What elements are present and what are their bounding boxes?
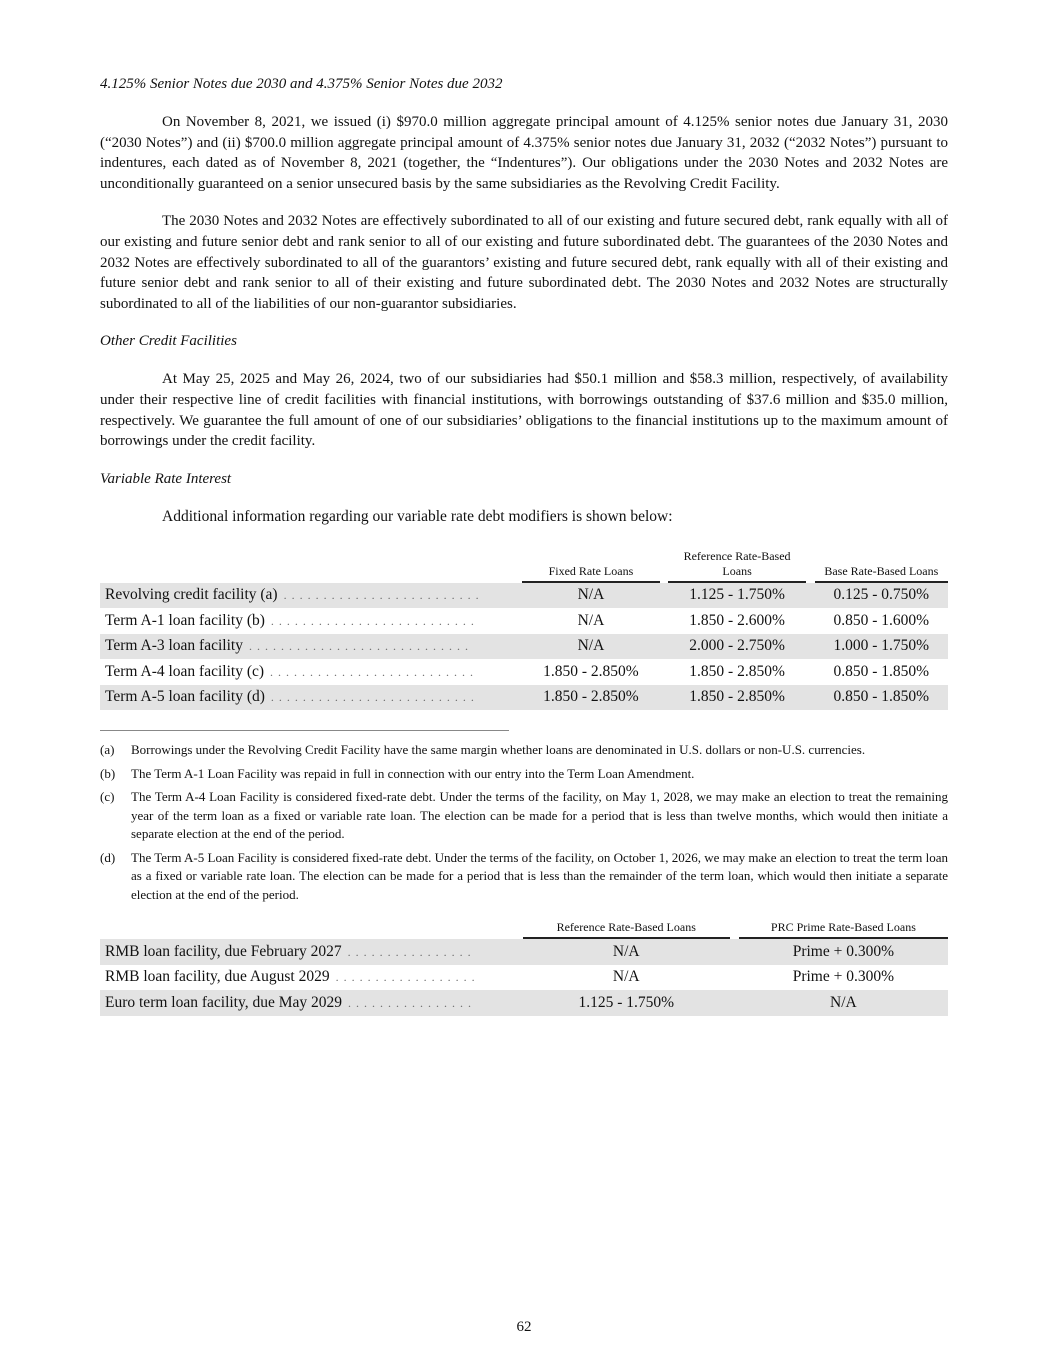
footnote-text: The Term A-4 Loan Facility is considered fixed-rate debt. Under the terms of the facility, on May 1, 2028, we may make an election to treat the remaining year of the term loan as a fixed or variable rate loan. The election can be made for a period that is less than twelve months, which would then initiate a separate election at the end of the period. bbox=[131, 789, 948, 842]
footnote-text: The Term A-5 Loan Facility is considered fixed-rate debt. Under the terms of the facility, on October 1, 2026, we may make an election to treat the term loan as a fixed or variable rate loan. The election can be made for a period that is less than the remainder of the term loan, which would then initiate a separate election at the end of the period. bbox=[131, 849, 948, 902]
cell-base: 0.850 - 1.600% bbox=[833, 611, 930, 629]
table-row bbox=[100, 990, 948, 1016]
row-label: Euro term loan facility, due May 2029 . . . . . . . . . . . . . . . . bbox=[100, 990, 514, 1016]
row-label: Term A-1 loan facility (b) . . . . . . . . . . . . . . . . . . . . . . . . . . bbox=[105, 611, 475, 629]
page-number: 62 bbox=[516, 1319, 532, 1335]
footnote-marker: (d) bbox=[100, 849, 116, 865]
paragraph-variable-rate-lead: Additional information regarding our variable rate debt modifiers is shown below: bbox=[162, 507, 673, 525]
row-label: Revolving credit facility (a) . . . . . . . . . . . . . . . . . . . . . . . . . bbox=[100, 583, 513, 609]
paragraph-notes-issuance: On November 8, 2021, we issued (i) $970.0 million aggregate principal amount of 4.125% senior notes due January 31, 2030 (“2030 Notes”) and (ii) $700.0 million aggregate principal amount of 4.375% senior notes due January 31, 2032 (“2032 Notes”) pursuant to indentures, each dated as of November 8, 2021 (together, the “Indentures”). Our obligations under the 2030 Notes and 2032 Notes are unconditionally guaranteed on a senior unsecured basis by the same subsidiaries as the Revolving Credit Facility. bbox=[100, 114, 948, 192]
table-row bbox=[100, 608, 948, 634]
section-heading-other-credit: Other Credit Facilities bbox=[100, 333, 237, 350]
section-heading-senior-notes: 4.125% Senior Notes due 2030 and 4.375% Senior Notes due 2032 bbox=[100, 76, 503, 92]
column-header-reference-rate: Reference Rate-Based Loans bbox=[668, 549, 805, 583]
row-label: RMB loan facility, due August 2029 . . . . . . . . . . . . . . . . . . bbox=[105, 968, 476, 986]
cell-base: 1.000 - 1.750% bbox=[815, 634, 948, 660]
section-heading-variable-rate: Variable Rate Interest bbox=[100, 470, 232, 487]
cell-fixed: 1.850 - 2.850% bbox=[522, 685, 659, 711]
row-label: Term A-4 loan facility (c) . . . . . . . . . . . . . . . . . . . . . . . . . . bbox=[105, 662, 475, 680]
footnote-text: The Term A-1 Loan Facility was repaid in full in connection with our entry into the Term Loan Amendment. bbox=[131, 765, 695, 781]
column-header-base-rate: Base Rate-Based Loans bbox=[815, 549, 948, 583]
cell-reference: 1.850 - 2.600% bbox=[689, 611, 785, 629]
paragraph-other-credit: At May 25, 2025 and May 26, 2024, two of our subsidiaries had $50.1 million and $58.3 million, respectively, of availability under their respective line of credit facilities with financial institutions, with borrowings outstanding of $37.6 million and $35.0 million, respectively. We guarantee the full amount of one of our subsidiaries’ obligations to the financial institutions up to the maximum amount of borrowings under the credit facility. bbox=[100, 371, 948, 450]
row-label: Term A-5 loan facility (d) . . . . . . . . . . . . . . . . . . . . . . . . . . bbox=[100, 685, 513, 711]
cell-reference: 1.125 - 1.750% bbox=[668, 583, 805, 609]
table-row bbox=[100, 965, 948, 991]
table-row bbox=[100, 583, 948, 609]
footnote bbox=[100, 765, 948, 784]
cell-reference: 1.850 - 2.850% bbox=[689, 662, 785, 680]
cell-reference: N/A bbox=[523, 939, 730, 965]
cell-fixed: N/A bbox=[522, 634, 659, 660]
cell-base: 0.850 - 1.850% bbox=[833, 662, 930, 680]
footnote bbox=[100, 788, 948, 844]
cell-fixed: N/A bbox=[522, 583, 659, 609]
cell-reference: 1.850 - 2.850% bbox=[668, 685, 805, 711]
paragraph-notes-subordination: The 2030 Notes and 2032 Notes are effectively subordinated to all of our existing and future secured debt, rank equally with all of our existing and future senior debt and rank senior to all of our existing and future subordinated debt. The guarantees of the 2030 Notes and 2032 Notes are effectively subordinated to all of the guarantors’ existing and future secured debt, rank equally with all of their existing and future senior debt and rank senior to all of their existing and future subordinated debt. The 2030 Notes and 2032 Notes are structurally subordinated to all of the liabilities of our non-guarantor subsidiaries. bbox=[100, 213, 948, 312]
cell-reference: N/A bbox=[612, 968, 640, 986]
footnote-marker: (a) bbox=[100, 742, 115, 758]
footnote bbox=[100, 741, 948, 760]
cell-fixed: 1.850 - 2.850% bbox=[543, 662, 639, 680]
footnote-text: Borrowings under the Revolving Credit Facility have the same margin whether loans are denominated in U.S. dollars or non-U.S. currencies. bbox=[131, 742, 866, 758]
footnote bbox=[100, 849, 948, 905]
cell-reference: 2.000 - 2.750% bbox=[668, 634, 805, 660]
table-row bbox=[100, 634, 948, 660]
footnote-marker: (c) bbox=[100, 789, 115, 805]
row-label: RMB loan facility, due February 2027 . . . . . . . . . . . . . . . . bbox=[100, 939, 514, 965]
cell-base: 0.125 - 0.750% bbox=[815, 583, 948, 609]
footnote-marker: (b) bbox=[100, 765, 116, 781]
cell-prime: N/A bbox=[739, 990, 948, 1016]
table-row bbox=[100, 659, 948, 685]
row-label: Term A-3 loan facility . . . . . . . . . . . . . . . . . . . . . . . . . . . . bbox=[100, 634, 513, 660]
cell-prime: Prime + 0.300% bbox=[792, 968, 895, 986]
cell-base: 0.850 - 1.850% bbox=[815, 685, 948, 711]
column-header-prc-prime-rate: PRC Prime Rate-Based Loans bbox=[739, 920, 948, 939]
column-header-reference-rate: Reference Rate-Based Loans bbox=[523, 920, 730, 939]
table-row bbox=[100, 685, 948, 711]
cell-reference: 1.125 - 1.750% bbox=[523, 990, 730, 1016]
footnote-divider bbox=[100, 730, 509, 731]
table-header-row bbox=[100, 920, 948, 939]
foreign-loan-table bbox=[100, 920, 948, 1016]
column-header-fixed-rate: Fixed Rate Loans bbox=[522, 549, 659, 583]
table-header-row bbox=[100, 549, 948, 583]
table-row bbox=[100, 939, 948, 965]
document-page bbox=[100, 74, 948, 1016]
cell-fixed: N/A bbox=[577, 611, 605, 629]
variable-rate-table bbox=[100, 549, 948, 711]
cell-prime: Prime + 0.300% bbox=[739, 939, 948, 965]
